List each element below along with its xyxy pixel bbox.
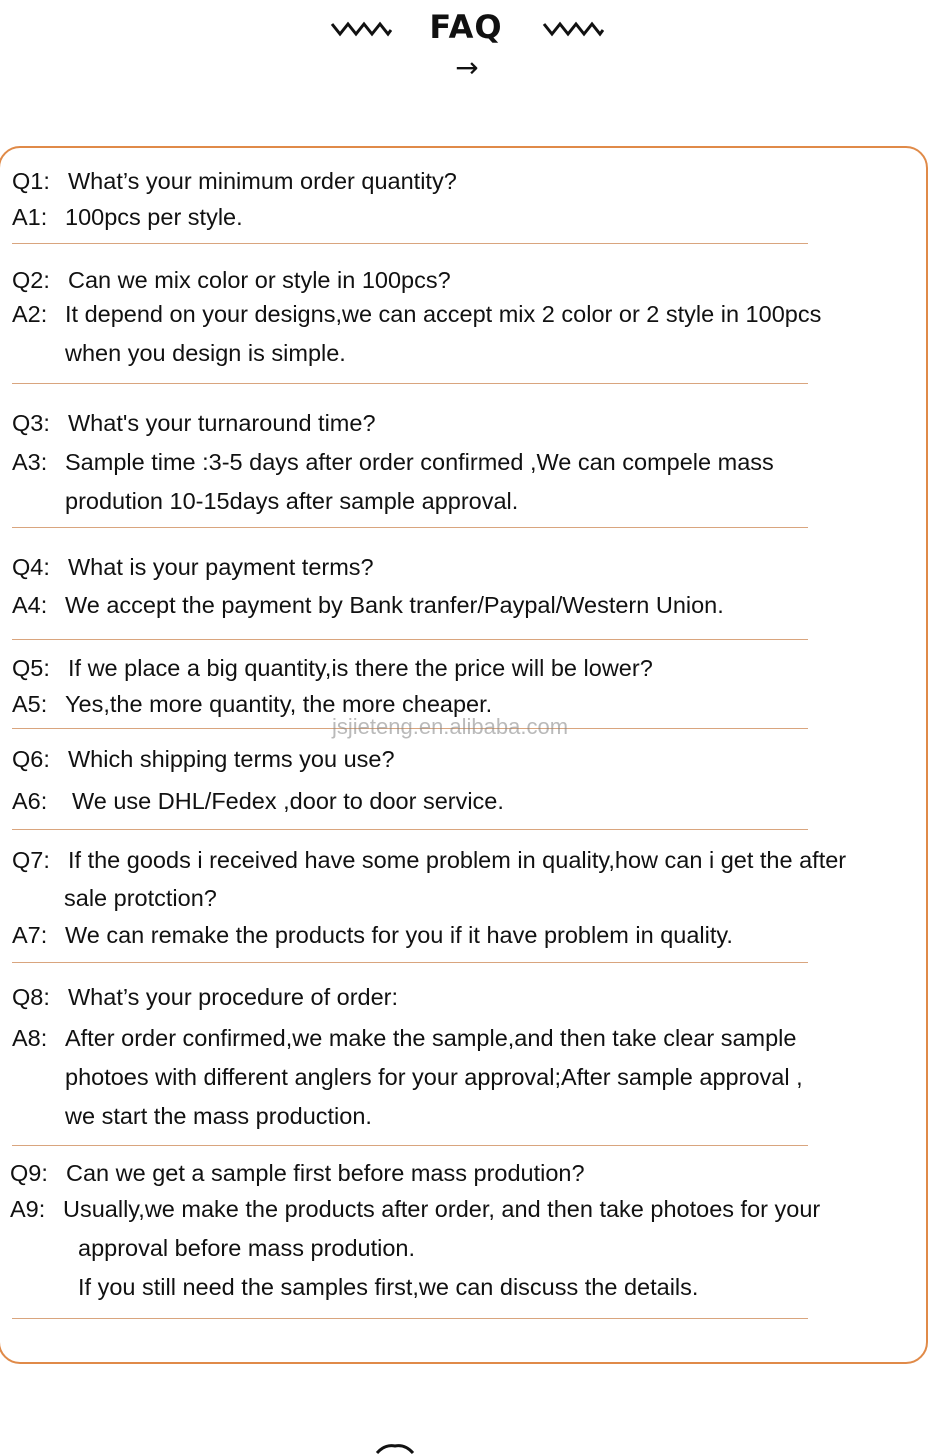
question-text: If we place a big quantity,is there the price will be lower? [68, 655, 653, 681]
zigzag-decoration-icon [542, 18, 604, 40]
faq-divider [12, 829, 808, 830]
question-text: If the goods i received have some problem in quality,how can i get the after [68, 847, 847, 873]
question-label: Q3: [12, 410, 50, 436]
answer-text: when you design is simple. [65, 340, 346, 366]
faq-divider [12, 243, 808, 244]
faq-divider [12, 1145, 808, 1146]
question-text: Can we mix color or style in 100pcs? [68, 267, 451, 293]
answer-text: It depend on your designs,we can accept mix 2 color or 2 style in 100pcs [65, 301, 822, 327]
answer-label: A9: [10, 1196, 46, 1222]
question-text: Which shipping terms you use? [68, 746, 395, 772]
answer-label: A3: [12, 449, 48, 475]
answer-label: A4: [12, 592, 48, 618]
question-text: What’s your procedure of order: [68, 984, 399, 1010]
answer-text: 100pcs per style. [65, 204, 243, 230]
answer-text: Sample time :3-5 days after order confirmed ,We can compele mass [65, 449, 774, 475]
cropped-text-fragment [375, 1440, 415, 1454]
faq-divider [12, 1318, 808, 1319]
question-label: Q5: [12, 655, 50, 681]
question-label: Q9: [10, 1160, 48, 1186]
answer-text: approval before mass prodution. [78, 1235, 416, 1261]
faq-divider [12, 962, 808, 963]
answer-label: A2: [12, 301, 48, 327]
answer-text: Yes,the more quantity, the more cheaper. [65, 691, 493, 717]
answer-text: We can remake the products for you if it have problem in quality. [65, 922, 733, 948]
question-text: sale protction? [64, 885, 217, 911]
answer-label: A5: [12, 691, 48, 717]
question-label: Q6: [12, 746, 50, 772]
question-text: What's your turnaround time? [68, 410, 376, 436]
answer-label: A1: [12, 204, 48, 230]
question-text: What’s your minimum order quantity? [68, 168, 457, 194]
faq-divider [12, 527, 808, 528]
question-label: Q1: [12, 168, 50, 194]
answer-text: we start the mass production. [65, 1103, 372, 1129]
question-text: What is your payment terms? [68, 554, 374, 580]
answer-text: photoes with different anglers for your approval;After sample approval , [65, 1064, 803, 1090]
answer-label: A8: [12, 1025, 48, 1051]
answer-text: After order confirmed,we make the sample,and then take clear sample [65, 1025, 797, 1051]
arrow-right-icon: → [455, 51, 479, 84]
question-label: Q2: [12, 267, 50, 293]
answer-text: We accept the payment by Bank tranfer/Paypal/Western Union. [65, 592, 724, 618]
question-label: Q7: [12, 847, 50, 873]
faq-header [0, 0, 930, 90]
watermark: jsjieteng.en.alibaba.com [332, 714, 569, 739]
answer-text: prodution 10-15days after sample approval. [65, 488, 519, 514]
zigzag-decoration-icon [330, 18, 392, 40]
answer-label: A7: [12, 922, 48, 948]
faq-divider [12, 383, 808, 384]
question-label: Q8: [12, 984, 50, 1010]
answer-text: Usually,we make the products after order, and then take photoes for your [63, 1196, 821, 1222]
question-text: Can we get a sample first before mass prodution? [66, 1160, 585, 1186]
answer-text: We use DHL/Fedex ,door to door service. [72, 788, 504, 814]
faq-divider [12, 639, 808, 640]
answer-label: A6: [12, 788, 48, 814]
page-title: FAQ [429, 8, 503, 46]
question-label: Q4: [12, 554, 50, 580]
answer-text: If you still need the samples first,we can discuss the details. [78, 1274, 699, 1300]
